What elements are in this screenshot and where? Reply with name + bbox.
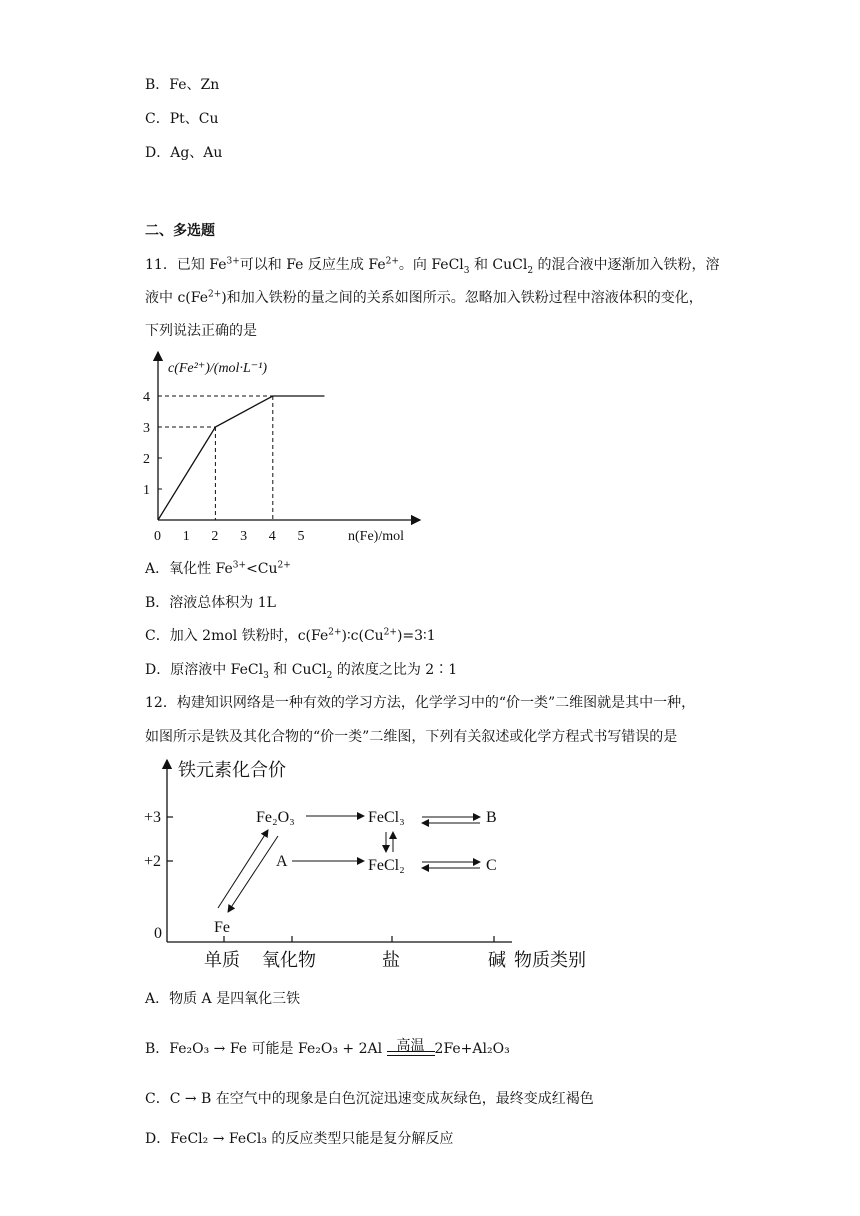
q10-option-b: B．Fe、Zn (145, 77, 220, 93)
node-c: C (486, 857, 497, 874)
q11-chart (140, 350, 440, 550)
q11-option-c: C．加入 2mol 铁粉时，$c(Fe^{2+})∶c(Cu^{2+})=3∶1$ (145, 627, 436, 644)
x-label-salt: 盐 (382, 950, 400, 971)
x-tick-label: 1 (182, 529, 190, 544)
x-tick-label: 0 (154, 529, 161, 544)
q11-option-a: A．氧化性 $Fe^{3+}<Cu^{2+}$ (145, 560, 291, 577)
y-axis-label: c(Fe²⁺)/(mol·L⁻¹) (168, 361, 267, 376)
node-b: B (486, 809, 497, 826)
node-fe: Fe (214, 919, 230, 936)
section-title: 二、多选题 (145, 223, 215, 239)
q10-option-c: C．Pt、Cu (145, 111, 219, 127)
diagram-y-title: 铁元素化合价 (178, 760, 286, 781)
x-label-oxide: 氧化物 (262, 950, 316, 971)
arrow-fe2o3-to-fe (228, 836, 278, 912)
q11-option-b: B．溶液总体积为 1L (145, 595, 276, 611)
q11-stem-line1: 11．已知 $Fe^{3+}$可以和 Fe 反应生成 $Fe^{2+}$。向 FeCl$_3$ 和 CuCl$_2$ 的混合液中逐渐加入铁粉，溶 (145, 256, 720, 276)
y-tick-label: 1 (143, 483, 150, 498)
q12-option-c: C．C → B 在空气中的现象是白色沉淀迅速变成灰绿色，最终变成红褐色 (145, 1091, 594, 1107)
q11-option-d: D．原溶液中 FeCl$_3$ 和 CuCl$_2$ 的浓度之比为 2∶1 (145, 662, 458, 681)
q12-option-b: B．Fe₂O₃ → Fe 可能是 Fe₂O₃ + 2Al 高温 2Fe+Al₂O₃ (145, 1038, 510, 1057)
q11-stem-line2: 液中 $c(Fe^{2+})$和加入铁粉的量之间的关系如图所示。忽略加入铁粉过程中溶液体积的变化， (145, 289, 703, 306)
q10-option-d: D．Ag、Au (145, 145, 223, 161)
y-tick-label: 2 (143, 452, 150, 467)
node-fe2o3: Fe₂O₃ (256, 809, 295, 826)
q12-stem-line2: 如图所示是铁及其化合物的“价一类”二维图，下列有关叙述或化学方程式书写错误的是 (145, 729, 678, 745)
y-label-plus2: +2 (144, 853, 162, 870)
q12-diagram (140, 752, 610, 972)
series-line (158, 396, 324, 520)
x-tick-label: 4 (268, 529, 276, 544)
x-label-base: 碱 (488, 950, 506, 971)
y-label-plus3: +3 (144, 809, 162, 826)
node-fecl2: FeCl₂ (368, 857, 405, 874)
x-label-element: 单质 (204, 950, 240, 971)
q12-option-d: D．FeCl₂ → FeCl₃ 的反应类型只能是复分解反应 (145, 1131, 454, 1147)
x-tick-label: 2 (211, 529, 219, 544)
q11-stem-line3: 下列说法正确的是 (145, 323, 257, 339)
y-tick-label: 3 (143, 421, 150, 436)
arrow-fe-to-fe2o3 (218, 830, 268, 908)
node-a: A (276, 853, 288, 870)
q12-stem-line1: 12．构建知识网络是一种有效的学习方法，化学学习中的“价一类”二维图就是其中一种， (145, 695, 696, 711)
q12-option-a: A．物质 A 是四氧化三铁 (145, 991, 301, 1007)
x-tick-label: 3 (240, 529, 248, 544)
x-axis-label: n(Fe)/mol (348, 529, 404, 544)
y-label-zero: 0 (154, 925, 162, 942)
node-fecl3: FeCl₃ (368, 809, 405, 826)
x-tick-label: 5 (297, 529, 305, 544)
y-tick-label: 4 (143, 390, 150, 405)
x-axis-title: 物质类别 (514, 950, 586, 971)
